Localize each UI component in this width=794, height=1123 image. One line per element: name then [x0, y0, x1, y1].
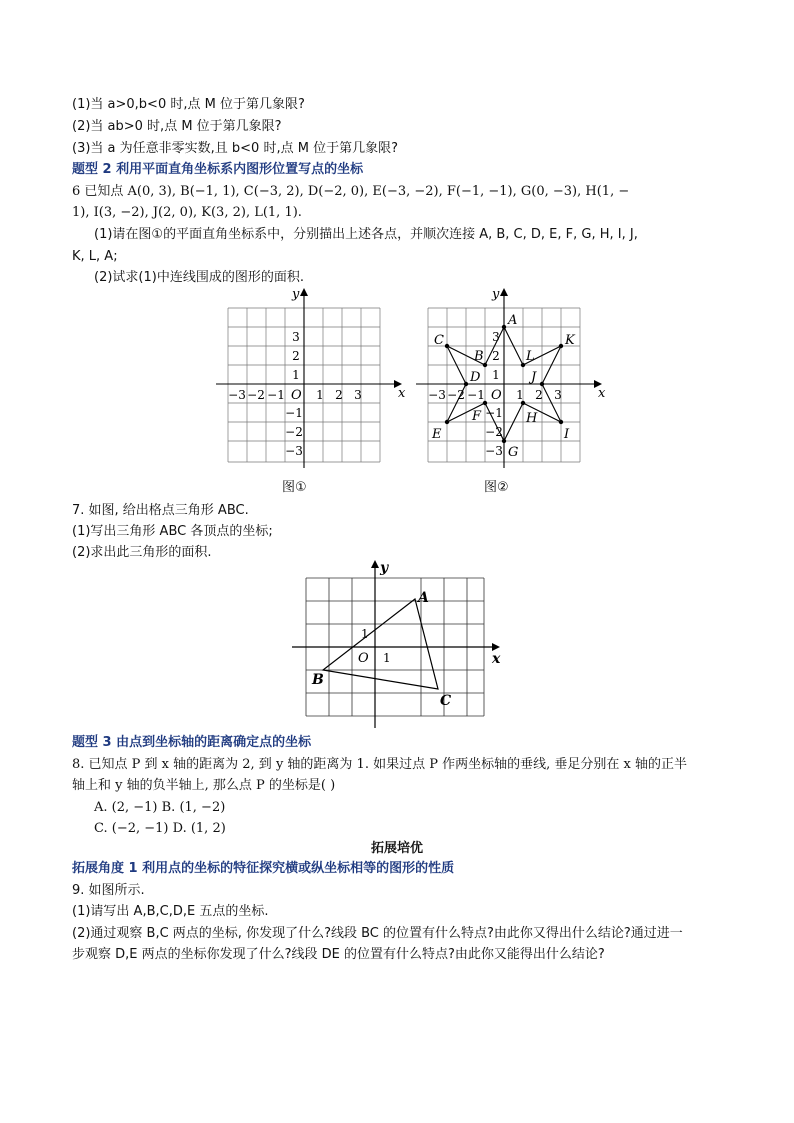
fig1-tick: 3 — [292, 330, 300, 344]
point-label-j: J — [531, 370, 537, 385]
point-label-h: H — [526, 411, 538, 426]
fig1-tick: 1 — [316, 388, 324, 402]
svg-text:3: 3 — [492, 330, 500, 344]
point-label-k: K — [565, 333, 575, 348]
fig3-origin: O — [358, 651, 369, 666]
svg-text:O: O — [491, 388, 502, 403]
q5-part3: (3)当 a 为任意非零实数,且 b<0 时,点 M 位于第几象限? — [72, 141, 398, 156]
fig1-tick: 1 — [292, 368, 300, 382]
q9-line1: 9. 如图所示. — [72, 883, 145, 898]
q9-part1: (1)请写出 A,B,C,D,E 五点的坐标. — [72, 904, 269, 919]
svg-text:−2: −2 — [485, 425, 503, 439]
q8-line2: 轴上和 y 轴的负半轴上, 那么点 P 的坐标是( ) — [72, 778, 336, 793]
svg-text:1: 1 — [516, 388, 524, 402]
svg-text:−3: −3 — [485, 444, 503, 458]
fig1-tick: −1 — [285, 406, 303, 420]
figure-3-triangle — [286, 558, 510, 728]
point-label-f: F — [472, 409, 482, 424]
point-label-c: C — [434, 333, 444, 348]
q6-part2: (2)试求(1)中连线围成的图形的面积. — [94, 270, 304, 285]
q5-part1: (1)当 a>0,b<0 时,点 M 位于第几象限? — [72, 97, 305, 112]
type2-heading: 题型 2 利用平面直角坐标系内图形位置写点的坐标 — [72, 162, 364, 177]
fig1-tick: −3 — [228, 388, 246, 402]
svg-text:1: 1 — [383, 651, 391, 665]
svg-text:1: 1 — [492, 368, 500, 382]
q7-part1: (1)写出三角形 ABC 各顶点的坐标; — [72, 524, 273, 539]
q6-line1: 6 已知点 A(0, 3), B(−1, 1), C(−3, 2), D(−2, 0), E(−3, −2), F(−1, −1), G(0, −3), H(1, − — [72, 184, 630, 199]
point-label-g: G — [508, 445, 519, 460]
fig1-tick: −2 — [247, 388, 265, 402]
svg-text:y: y — [492, 287, 500, 302]
svg-text:2: 2 — [492, 349, 500, 363]
point-label-e: E — [432, 427, 442, 442]
fig1-x-label: x — [398, 386, 406, 401]
fig1-tick: −2 — [285, 425, 303, 439]
svg-text:−3: −3 — [428, 388, 446, 402]
q6-part1b: K, L, A; — [72, 249, 118, 264]
point-label-a: A — [508, 313, 518, 328]
q5-part2: (2)当 ab>0 时,点 M 位于第几象限? — [72, 119, 282, 134]
vertex-a: A — [418, 590, 429, 606]
q6-line2: 1), I(3, −2), J(2, 0), K(3, 2), L(1, 1). — [72, 205, 302, 220]
svg-text:x: x — [598, 386, 606, 401]
q9-part2b: 步观察 D,E 两点的坐标你发现了什么?线段 DE 的位置有什么特点?由此你又能得出什么结论? — [72, 947, 605, 962]
point-label-i: I — [564, 427, 570, 442]
svg-text:−1: −1 — [467, 388, 485, 402]
q7-part2: (2)求出此三角形的面积. — [72, 545, 212, 560]
fig1-tick: 3 — [354, 388, 362, 402]
fig1-y-label: y — [292, 287, 300, 302]
q8-line1: 8. 已知点 P 到 x 轴的距离为 2, 到 y 轴的距离为 1. 如果过点 P 作两坐标轴的垂线, 垂足分别在 x 轴的正半 — [72, 757, 687, 772]
fig1-caption: 图① — [282, 480, 307, 495]
q7-line1: 7. 如图, 给出格点三角形 ABC. — [72, 503, 249, 518]
point-label-d: D — [470, 370, 481, 385]
svg-text:y: y — [380, 560, 389, 576]
point-label-b: B — [474, 349, 484, 364]
vertex-c: C — [440, 693, 452, 709]
q6-part1a: (1)请在图①的平面直角坐标系中，分别描出上述各点，并顺次连接 A, B, C, D, E, F, G, H, I, J, — [94, 227, 638, 242]
svg-text:3: 3 — [554, 388, 562, 402]
svg-text:2: 2 — [535, 388, 543, 402]
svg-text:1: 1 — [361, 627, 369, 641]
fig1-origin: O — [291, 388, 302, 403]
fig1-tick: −1 — [267, 388, 285, 402]
figure-2-star — [412, 284, 612, 468]
q8-options-ab: A. (2, −1) B. (1, −2) — [94, 800, 226, 815]
fig1-tick: −3 — [285, 444, 303, 458]
svg-text:−2: −2 — [447, 388, 465, 402]
section-title: 拓展培优 — [370, 841, 423, 856]
vertex-b: B — [312, 672, 324, 688]
figure-1-grid — [212, 284, 412, 468]
fig1-tick: 2 — [335, 388, 343, 402]
extension-heading: 拓展角度 1 利用点的坐标的特征探究横或纵坐标相等的图形的性质 — [72, 861, 455, 876]
point-label-l: L — [526, 349, 535, 364]
fig2-caption: 图② — [484, 480, 509, 495]
fig1-tick: 2 — [292, 349, 300, 363]
type3-heading: 题型 3 由点到坐标轴的距离确定点的坐标 — [72, 735, 312, 750]
svg-text:x: x — [492, 651, 501, 667]
q8-options-cd: C. (−2, −1) D. (1, 2) — [94, 821, 226, 836]
svg-text:−1: −1 — [485, 406, 503, 420]
q9-part2a: (2)通过观察 B,C 两点的坐标, 你发现了什么?线段 BC 的位置有什么特点?由此你又得出什么结论?通过进一 — [72, 926, 683, 941]
